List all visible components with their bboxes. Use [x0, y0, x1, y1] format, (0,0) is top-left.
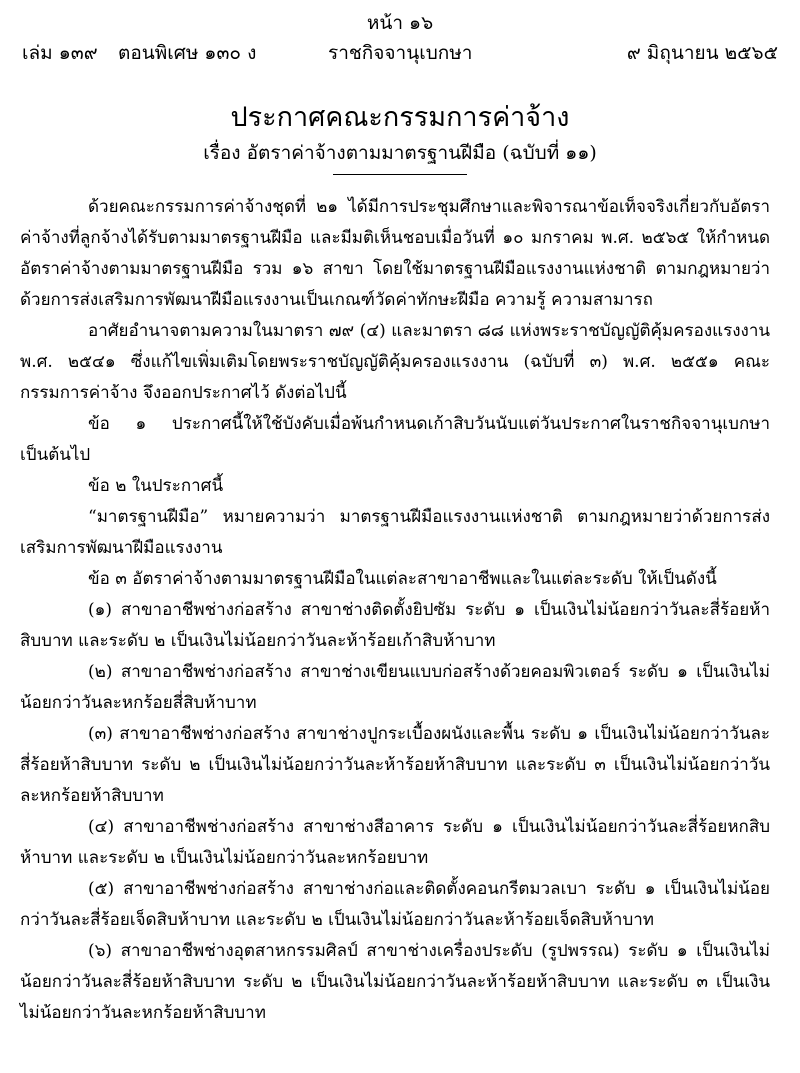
gazette-header — [22, 38, 778, 68]
wage-item-1: (๑) สาขาอาชีพช่างก่อสร้าง สาขาช่างติดตั้งยิปซัม ระดับ ๑ เป็นเงินไม่น้อยกว่าวันละสี่ร้อยห้าสิบบาท และระดับ ๒ เป็นเงินไม่น้อยกว่าวันละห้าร้อยเก้าสิบห้าบาท — [20, 600, 770, 651]
wage-item-5: (๕) สาขาอาชีพช่างก่อสร้าง สาขาช่างก่อและติดตั้งคอนกรีตมวลเบา ระดับ ๑ เป็นเงินไม่น้อยกว่าวันละสี่ร้อยเจ็ดสิบห้าบาท และระดับ ๒ เป็นเงินไม่น้อยกว่าวันละห้าร้อยเจ็ดสิบห้าบาท — [20, 879, 770, 930]
preamble-paragraph: ด้วยคณะกรรมการค่าจ้างชุดที่ ๒๑ ได้มีการประชุมศึกษาและพิจารณาข้อเท็จจริงเกี่ยวกับอัตราค่าจ้างที่ลูกจ้างได้รับตามมาตรฐานฝีมือ และมีมติเห็นชอบเมื่อวันที่ ๑๐ มกราคม พ.ศ. ๒๕๖๕ ให้กำหนดอัตราค่าจ้างตามมาตรฐานฝีมือ รวม ๑๖ สาขา โดยใช้มาตรฐานฝีมือแรงงานแห่งชาติ ตามกฎหมายว่าด้วยการส่งเสริมการพัฒนาฝีมือแรงงานเป็นเกณฑ์วัดค่าทักษะฝีมือ ความรู้ ความสามารถ — [20, 197, 770, 310]
definition-paragraph: “มาตรฐานฝีมือ” หมายความว่า มาตรฐานฝีมือแรงงานแห่งชาติ ตามกฎหมายว่าด้วยการส่งเสริมการพัฒนาฝีมือแรงงาน — [20, 507, 770, 558]
document-body — [20, 192, 770, 1029]
clause-1: ข้อ ๑ ประกาศนี้ให้ใช้บังคับเมื่อพ้นกำหนดเก้าสิบวันนับแต่วันประกาศในราชกิจจานุเบกษาเป็นต้นไป — [20, 414, 770, 465]
wage-item-4: (๔) สาขาอาชีพช่างก่อสร้าง สาขาช่างสีอาคาร ระดับ ๑ เป็นเงินไม่น้อยกว่าวันละสี่ร้อยหกสิบห้าบาท และระดับ ๒ เป็นเงินไม่น้อยกว่าวันละหกร้อยบาท — [20, 817, 770, 868]
authority-paragraph: อาศัยอำนาจตามความในมาตรา ๗๙ (๔) และมาตรา ๘๘ แห่งพระราชบัญญัติคุ้มครองแรงงาน พ.ศ. ๒๕๔๑ ซึ่งแก้ไขเพิ่มเติมโดยพระราชบัญญัติคุ้มครองแรงงาน (ฉบับที่ ๓) พ.ศ. ๒๕๕๑ คณะกรรมการค่าจ้าง จึงออกประกาศไว้ ดังต่อไปนี้ — [20, 321, 770, 403]
clause-2: ข้อ ๒ ในประกาศนี้ — [88, 476, 224, 496]
gazette-name: ราชกิจจานุเบกษา — [328, 42, 473, 64]
wage-item-6: (๖) สาขาอาชีพช่างอุตสาหกรรมศิลป์ สาขาช่างเครื่องประดับ (รูปพรรณ) ระดับ ๑ เป็นเงินไม่น้อยกว่าวันละสี่ร้อยห้าสิบบาท ระดับ ๒ เป็นเงินไม่น้อยกว่าวันละห้าร้อยห้าสิบบาท และระดับ ๓ เป็นเงินไม่น้อยกว่าวันละหกร้อยห้าสิบบาท — [20, 941, 770, 1023]
volume-label: เล่ม ๑๓๙ — [22, 42, 98, 64]
document-title: ประกาศคณะกรรมการค่าจ้าง — [230, 102, 570, 133]
issue-label: ตอนพิเศษ ๑๓๐ ง — [118, 42, 257, 64]
page-number: หน้า ๑๖ — [366, 12, 434, 34]
title-divider — [333, 174, 467, 175]
wage-item-3: (๓) สาขาอาชีพช่างก่อสร้าง สาขาช่างปูกระเบื้องผนังและพื้น ระดับ ๑ เป็นเงินไม่น้อยกว่าวันละสี่ร้อยห้าสิบบาท ระดับ ๒ เป็นเงินไม่น้อยกว่าวันละห้าร้อยห้าสิบบาท และระดับ ๓ เป็นเงินไม่น้อยกว่าวันละหกร้อยห้าสิบบาท — [20, 724, 770, 806]
publication-date: ๙ มิถุนายน ๒๕๖๕ — [626, 42, 778, 64]
wage-item-2: (๒) สาขาอาชีพช่างก่อสร้าง สาขาช่างเขียนแบบก่อสร้างด้วยคอมพิวเตอร์ ระดับ ๑ เป็นเงินไม่น้อยกว่าวันละหกร้อยสี่สิบห้าบาท — [20, 662, 770, 713]
document-subtitle: เรื่อง อัตราค่าจ้างตามมาตรฐานฝีมือ (ฉบับที่ ๑๑) — [203, 142, 597, 164]
clause-3: ข้อ ๓ อัตราค่าจ้างตามมาตรฐานฝีมือในแต่ละสาขาอาชีพและในแต่ละระดับ ให้เป็นดังนี้ — [88, 569, 717, 589]
